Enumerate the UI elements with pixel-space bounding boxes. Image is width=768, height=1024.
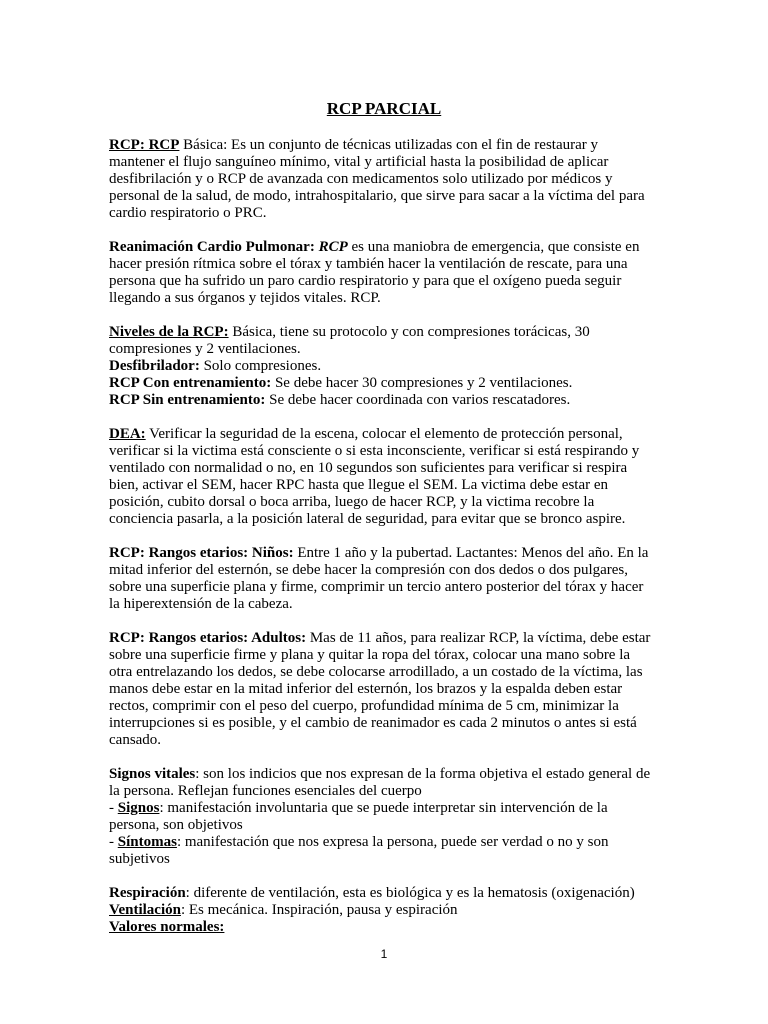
term-reanimacion: Reanimación Cardio Pulmonar:: [109, 239, 315, 255]
line-text: : Es mecánica. Inspiración, pausa y espiración: [180, 902, 458, 918]
paragraph-rcp-definition: [109, 137, 654, 222]
term-signos-vitales: Signos vitales: [109, 766, 196, 782]
term-sintomas: Síntomas: [117, 834, 177, 850]
paragraph-text: Mas de 11 años, para realizar RCP, la víctima, debe estar sobre una superficie firme y plana y quitar la ropa del tórax, colocar una mano sobre la otra entrelazando los dedos, se debe colocarse arrodillado, a un costado de la víctima, las manos debe estar en la mitad inferior del esternón, los brazos y la espalda deben estar rectos, comprimir con el peso del cuerpo, profundidad mínima de 5 cm, minimizar la interrupciones si es posible, y el cambio de reanimador es cada 2 minutos o antes si está cansado.: [109, 630, 651, 748]
paragraph-dea: [109, 426, 654, 528]
line-text: : son los indicios que nos expresan de la forma objetiva el estado general de la persona. Reflejan funciones esenciales del cuerpo: [109, 766, 651, 799]
term-desfibrilador: Desfibrilador:: [109, 358, 200, 374]
line-text: : manifestación involuntaria que se puede interpretar sin intervención de la persona, son objetivos: [109, 800, 608, 833]
paragraph-ninos: [109, 545, 654, 613]
paragraph-text: Verificar la seguridad de la escena, colocar el elemento de protección personal, verificar si la victima está consciente o si esta inconsciente, verificar si está respirando y ventilado con normalidad o no, en 10 segundos son suficientes para verificar si respira bien, activar el SEM, hacer RPC hasta que llegue el SEM. La victima debe estar en posición, cubito dorsal o boca arriba, luego de hacer RCP, y la victima recobre la conciencia pasarla, a la posición lateral de seguridad, para evitar que se bronco aspire.: [109, 426, 640, 527]
line-text: Se debe hacer coordinada con varios rescatadores.: [265, 392, 571, 408]
term-ventilacion: Ventilación: [109, 902, 181, 918]
paragraph-signos-vitales: [109, 766, 654, 868]
term-ninos: RCP: Rangos etarios: Niños:: [109, 545, 294, 561]
line-signos-vitales: [109, 766, 654, 800]
line-text: : manifestación que nos expresa la persona, puede ser verdad o no y son subjetivos: [109, 834, 609, 867]
line-text: Se debe hacer 30 compresiones y 2 ventilaciones.: [271, 375, 573, 391]
line-respiracion: [109, 885, 654, 902]
bullet-dash: -: [109, 834, 118, 850]
paragraph-text: es una maniobra de emergencia, que consiste en hacer presión rítmica sobre el tórax y también hacer la ventilación de rescate, para una persona que ha sufrido un paro cardio respiratorio y para que el oxígeno pueda seguir llegando a sus órganos y tejidos vitales. RCP.: [109, 239, 640, 306]
term-sin-entrenamiento: RCP Sin entrenamiento:: [109, 392, 266, 408]
line-niveles: [109, 324, 654, 358]
document-body: [109, 137, 654, 936]
paragraph-text: Básica, tiene su protocolo y con compresiones torácicas, 30 compresiones y 2 ventilaciones.: [109, 324, 590, 357]
paragraph-adultos: [109, 630, 654, 749]
term-rcp-italic: RCP: [318, 239, 348, 255]
line-sintomas: [109, 834, 654, 868]
paragraph-text: Básica: Es un conjunto de técnicas utilizadas con el fin de restaurar y mantener el flujo sanguíneo mínimo, vital y artificial hasta la posibilidad de aplicar desfibrilación y o RCP de avanzada con medicamentos solo utilizado por médicos y personal de la salud, de modo, intrahospitalario, que sirve para sacar a la víctima del para cardio respiratorio o PRC.: [109, 137, 645, 221]
line-valores-normales: [109, 919, 654, 936]
term-niveles: Niveles de la RCP:: [109, 324, 229, 340]
bullet-dash: -: [109, 800, 118, 816]
line-text: Solo compresiones.: [199, 358, 322, 374]
paragraph-respiracion: [109, 885, 654, 936]
line-signos: [109, 800, 654, 834]
line-desfibrilador: [109, 358, 654, 375]
page-title: RCP PARCIAL: [326, 99, 442, 118]
paragraph-text: Entre 1 año y la pubertad. Lactantes: Menos del año. En la mitad inferior del esternón, se debe hacer la compresión con dos dedos o dos pulgares, sobre una superficie plana y firme, comprimir un tercio antero posterior del tórax y hacer la hiperextensión de la cabeza.: [109, 545, 649, 612]
line-ventilacion: [109, 902, 654, 919]
term-rcp: RCP: RCP: [109, 137, 180, 153]
line-text: : diferente de ventilación, esta es biológica y es la hematosis (oxigenación): [185, 885, 635, 901]
term-respiracion: Respiración: [109, 885, 186, 901]
term-con-entrenamiento: RCP Con entrenamiento:: [109, 375, 272, 391]
term-signos: Signos: [117, 800, 160, 816]
term-adultos: RCP: Rangos etarios: Adultos:: [109, 630, 307, 646]
term-valores-normales: Valores normales:: [109, 919, 225, 935]
paragraph-reanimacion: [109, 239, 654, 307]
line-con-entrenamiento: [109, 375, 654, 392]
term-dea: DEA:: [109, 426, 146, 442]
page-number: 1: [380, 947, 388, 961]
line-sin-entrenamiento: [109, 392, 654, 409]
paragraph-niveles: [109, 324, 654, 409]
